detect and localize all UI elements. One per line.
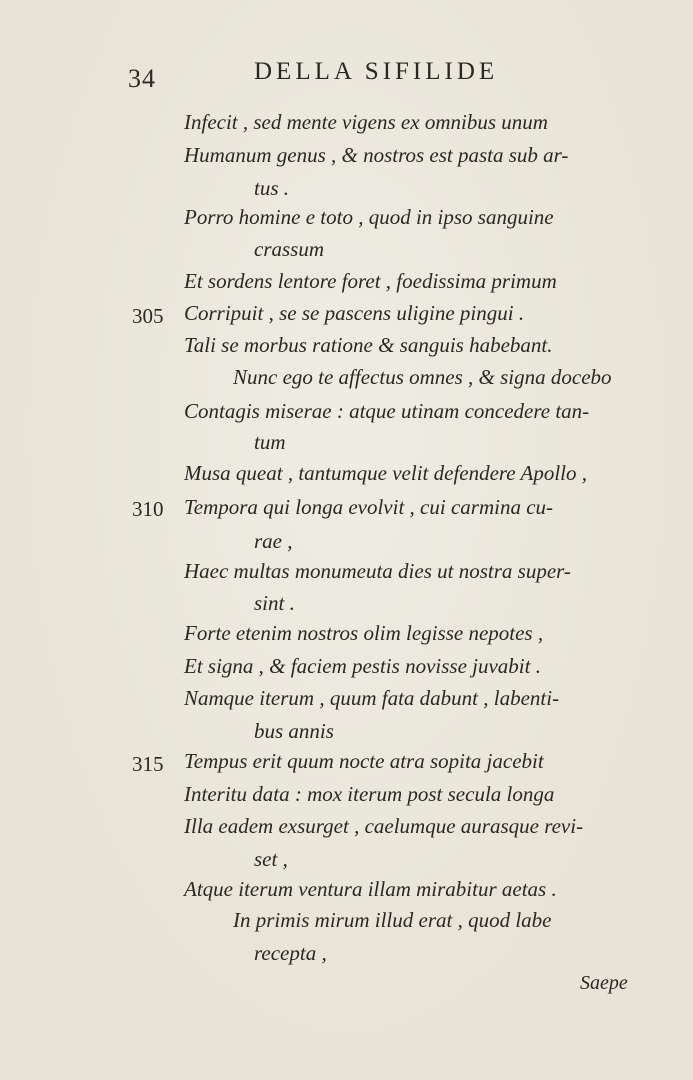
verse-line: Illa eadem exsurget , caelumque aurasque revi- (184, 814, 584, 838)
verse-line: recepta , (254, 941, 327, 965)
verse-line: Interitu data : mox iterum post secula longa (184, 782, 555, 806)
verse-line: Porro homine e toto , quod in ipso sanguine (184, 205, 554, 229)
verse-line: In primis mirum illud erat , quod labe (233, 908, 552, 932)
verse-line: rae , (254, 529, 293, 553)
catchword: Saepe (580, 972, 628, 994)
verse-line: set , (254, 847, 288, 871)
verse-line: crassum (254, 237, 325, 261)
verse-line: Haec multas monumeuta dies ut nostra super- (184, 559, 571, 583)
verse-line: Atque iterum ventura illam mirabitur aetas . (184, 877, 557, 901)
verse-line: Et sordens lentore foret , foedissima primum (184, 269, 557, 293)
verse-line: Tempus erit quum nocte atra sopita jacebit (184, 749, 544, 773)
verse-line: Tali se morbus ratione & sanguis habebant. (184, 333, 553, 357)
verse-line: bus annis (254, 719, 334, 743)
line-number: 305 (132, 304, 164, 328)
verse-line: Musa queat , tantumque velit defendere Apollo , (184, 461, 587, 485)
verse-line: tus . (254, 176, 290, 200)
verse-line: Forte etenim nostros olim legisse nepotes , (184, 621, 544, 645)
verse-line: Nunc ego te affectus omnes , & signa docebo (233, 365, 612, 389)
verse-line: Humanum genus , & nostros est pasta sub ar- (184, 143, 569, 167)
page-header (0, 56, 693, 96)
verse-line: Contagis miserae : atque utinam concedere tan- (184, 399, 590, 423)
page-number: 34 (128, 64, 156, 93)
verse-line: sint . (254, 591, 295, 615)
verse-line: tum (254, 430, 286, 454)
verse-line: Et signa , & faciem pestis novisse juvabit . (184, 654, 541, 678)
verse-line: Tempora qui longa evolvit , cui carmina cu- (184, 495, 554, 519)
verse-line: Infecit , sed mente vigens ex omnibus unum (184, 110, 548, 134)
running-title: DELLA SIFILIDE (254, 58, 499, 85)
verse-line: Corripuit , se se pascens uligine pingui . (184, 301, 525, 325)
line-number: 310 (132, 497, 164, 521)
verse-line: Namque iterum , quum fata dabunt , labenti- (184, 686, 560, 710)
line-number: 315 (132, 752, 164, 776)
